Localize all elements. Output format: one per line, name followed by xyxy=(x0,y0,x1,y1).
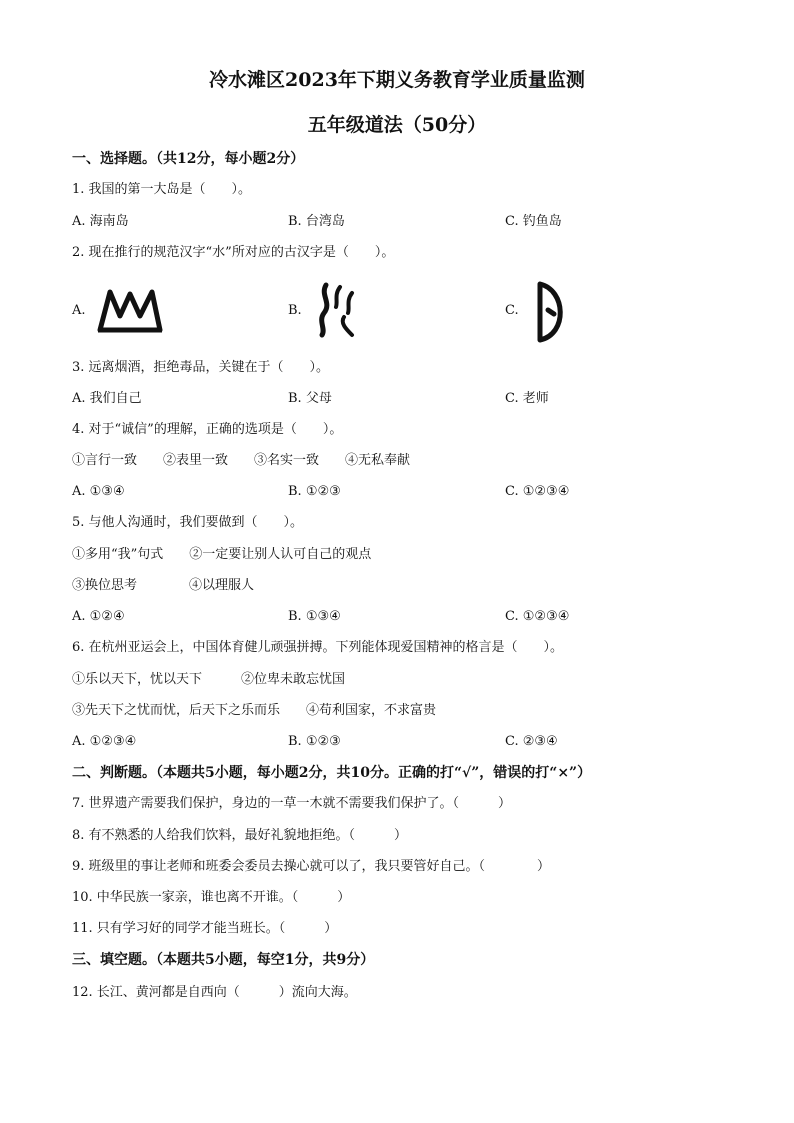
q5-option-c: C. ①②③④ xyxy=(505,609,570,624)
question-3: 3. 远离烟酒，拒绝毒品，关键在于（ ）。 xyxy=(72,360,330,375)
question-7: 7. 世界遗产需要我们保护，身边的一草一木就不需要我们保护了。（ ） xyxy=(72,796,512,811)
exam-subtitle: 五年级道法（50分） xyxy=(307,114,487,136)
q3-option-c: C. 老师 xyxy=(505,391,549,406)
q1-option-b: B. 台湾岛 xyxy=(288,214,345,229)
q2-option-a: A. xyxy=(72,303,86,318)
section-heading-2: 二、判断题。（本题共5小题，每小题2分，共10分。正确的打“√”，错误的打“×”） xyxy=(72,765,592,781)
q3-option-a: A. 我们自己 xyxy=(72,391,142,406)
q4-choices: ①言行一致 ②表里一致 ③名实一致 ④无私奉献 xyxy=(72,453,411,468)
q4-option-c: C. ①②③④ xyxy=(505,484,570,499)
q6-option-c: C. ②③④ xyxy=(505,734,558,749)
q5-choices-line1: ①多用“我”句式 ②一定要让别人认可自己的观点 xyxy=(72,547,372,562)
q2-option-b: B. xyxy=(288,303,302,318)
q6-option-a: A. ①②③④ xyxy=(72,734,137,749)
q5-choices-line2: ③换位思考 ④以理服人 xyxy=(72,578,255,593)
question-4: 4. 对于“诚信”的理解，正确的选项是（ ）。 xyxy=(72,422,343,437)
question-8: 8. 有不熟悉的人给我们饮料，最好礼貌地拒绝。（ ） xyxy=(72,828,408,843)
q1-option-a: A. 海南岛 xyxy=(72,214,129,229)
question-12: 12. 长江、黄河都是自西向（ ）流向大海。 xyxy=(72,985,357,1000)
q3-option-b: B. 父母 xyxy=(288,391,332,406)
question-2: 2. 现在推行的规范汉字“水”所对应的古汉字是（ ）。 xyxy=(72,245,395,260)
question-1: 1. 我国的第一大岛是（ ）。 xyxy=(72,182,252,197)
q2-option-c: C. xyxy=(505,303,519,318)
q4-option-a: A. ①③④ xyxy=(72,484,125,499)
section-heading-3: 三、填空题。（本题共5小题，每空1分，共9分） xyxy=(72,952,375,968)
q6-choices-line1: ①乐以天下，忧以天下 ②位卑未敢忘忧国 xyxy=(72,672,346,687)
q5-option-b: B. ①③④ xyxy=(288,609,341,624)
water-glyph-icon xyxy=(312,281,362,343)
question-11: 11. 只有学习好的同学才能当班长。（ ） xyxy=(72,921,338,936)
question-10: 10. 中华民族一家亲，谁也离不开谁。（ ） xyxy=(72,890,351,905)
mountain-glyph-icon xyxy=(96,286,166,338)
question-6: 6. 在杭州亚运会上，中国体育健儿顽强拼搏。下列能体现爱国精神的格言是（ ）。 xyxy=(72,640,564,655)
q4-option-b: B. ①②③ xyxy=(288,484,341,499)
question-9: 9. 班级里的事让老师和班委会委员去操心就可以了，我只要管好自己。（ ） xyxy=(72,859,551,874)
q5-option-a: A. ①②④ xyxy=(72,609,125,624)
q1-option-c: C. 钓鱼岛 xyxy=(505,214,562,229)
q6-choices-line2: ③先天下之忧而忧，后天下之乐而乐 ④苟利国家，不求富贵 xyxy=(72,703,437,718)
question-5: 5. 与他人沟通时，我们要做到（ ）。 xyxy=(72,515,304,530)
section-heading-1: 一、选择题。（共12分，每小题2分） xyxy=(72,151,305,167)
exam-title: 冷水滩区2023年下期义务教育学业质量监测 xyxy=(209,69,585,91)
q6-option-b: B. ①②③ xyxy=(288,734,341,749)
moon-glyph-icon xyxy=(532,280,568,348)
